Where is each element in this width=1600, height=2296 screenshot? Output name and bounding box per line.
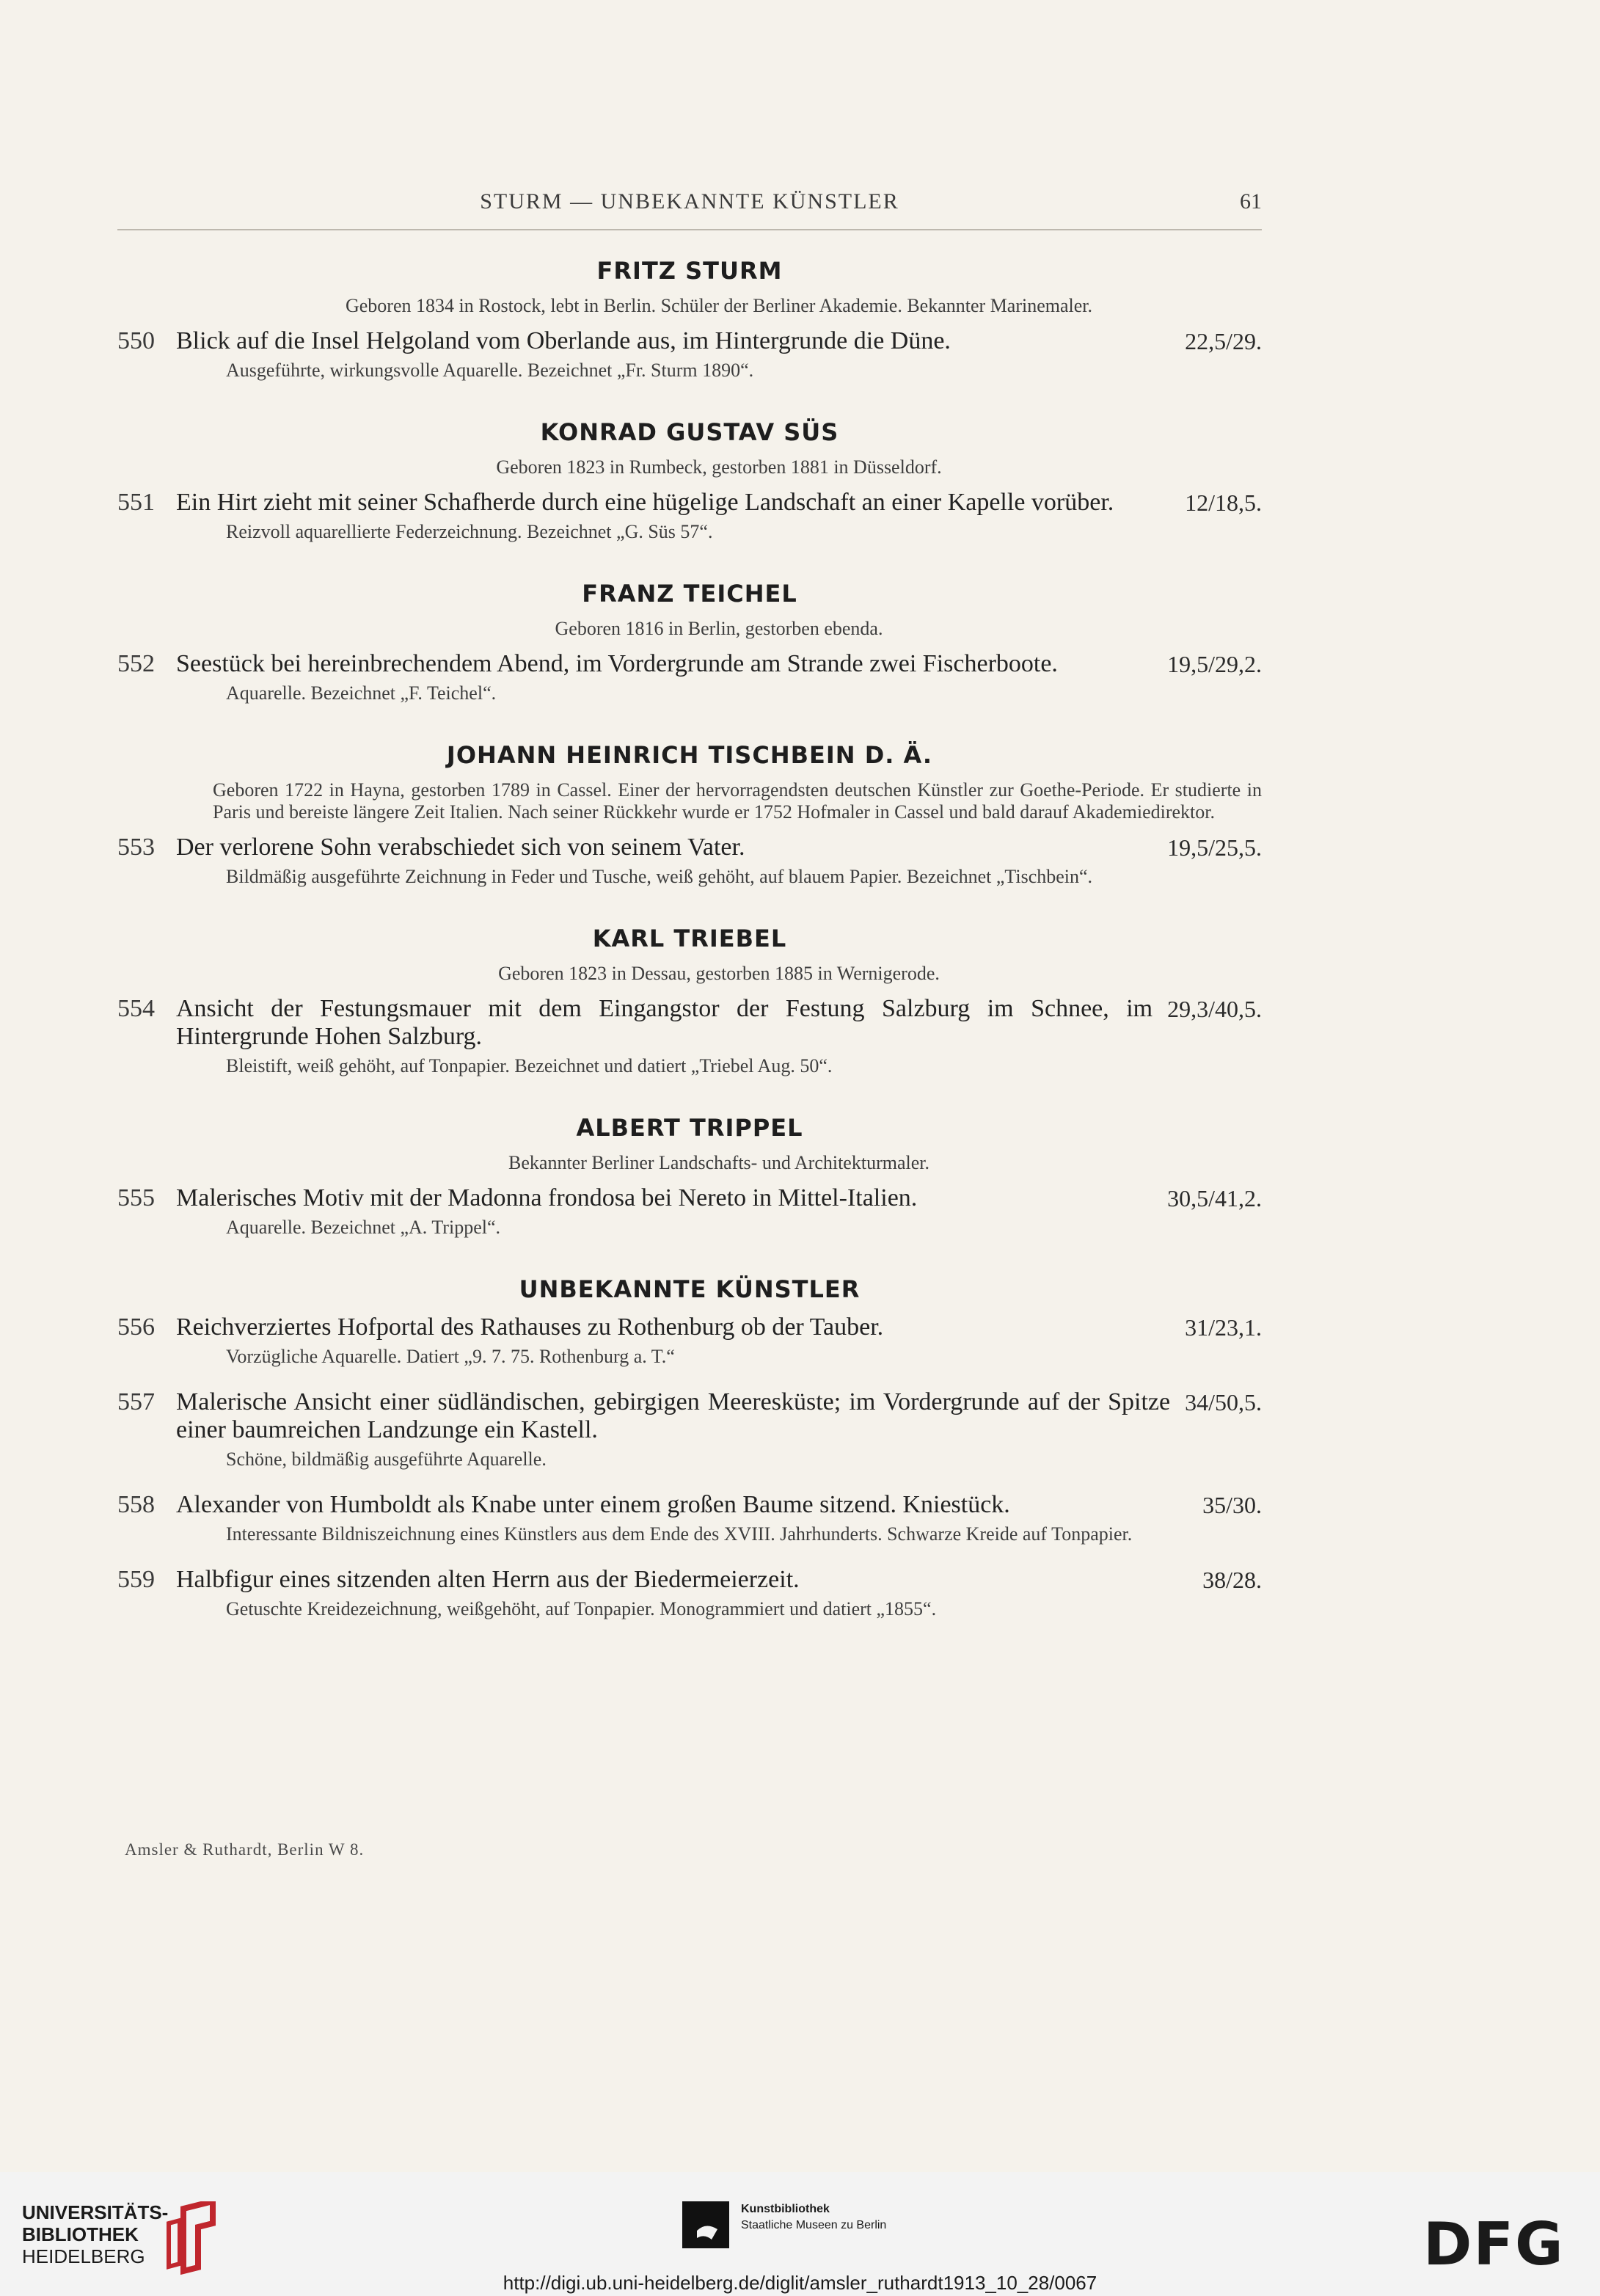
artist-biography: Bekannter Berliner Landschafts- und Architekturmaler.: [508, 1152, 929, 1173]
lot-title-line: [176, 995, 1262, 1051]
kunstbibliothek-wordmark: Kunstbibliothek Staatliche Museen zu Berlin: [741, 2203, 887, 2231]
kunstbibliothek-logo[interactable]: [682, 2201, 887, 2252]
artist-name: FRITZ STURM: [596, 257, 783, 285]
lot-title-line: [176, 834, 1262, 861]
dfg-logo[interactable]: DFG: [1423, 2210, 1565, 2278]
artist-name: ALBERT TRIPPEL: [576, 1114, 803, 1142]
lot-number: 551: [117, 489, 155, 516]
lot-number: 558: [117, 1491, 155, 1518]
running-head: [117, 189, 1262, 219]
artist-section: [117, 1275, 1262, 1620]
artist-section: [117, 925, 1262, 1077]
catalogue-content: [117, 257, 1262, 1657]
lot-title-line: [176, 1184, 1262, 1212]
page-number: 61: [1240, 189, 1262, 214]
header-rule: [117, 229, 1262, 230]
lot-description: Schöne, bildmäßig ausgeführte Aquarelle.: [226, 1448, 547, 1470]
lot-title: Malerische Ansicht einer südländischen, gebirgigen Meeresküste; im Vordergrunde auf der Spitze einer baumreichen Landzunge ein Kastell.: [176, 1388, 1171, 1443]
lot-dimensions: 31/23,1.: [1185, 1314, 1262, 1341]
lot-number: 552: [117, 650, 155, 677]
lot-dimensions: 38/28.: [1202, 1567, 1262, 1593]
lot-title: Halbfigur eines sitzenden alten Herrn aus der Biedermeierzeit.: [176, 1566, 800, 1593]
lot-title-line: [176, 489, 1262, 517]
artist-biography: Geboren 1816 in Berlin, gestorben ebenda.: [555, 618, 883, 639]
lot-dimensions: 35/30.: [1202, 1492, 1262, 1518]
lot-dimensions: 19,5/29,2.: [1167, 651, 1262, 677]
lot-title: Alexander von Humboldt als Knabe unter einem großen Baume sitzend. Kniestück.: [176, 1491, 1010, 1518]
catalogue-entry: [117, 1184, 1262, 1239]
kunstbibliothek-emblem-icon: [682, 2201, 729, 2248]
lot-description: Vorzügliche Aquarelle. Datiert „9. 7. 75. Rothenburg a. T.“: [226, 1346, 675, 1367]
lot-number: 553: [117, 834, 155, 861]
artist-name: KARL TRIEBEL: [592, 925, 787, 952]
artist-biography: Geboren 1823 in Rumbeck, gestorben 1881 in Düsseldorf.: [496, 456, 942, 478]
catalogue-entry: [117, 327, 1262, 382]
lot-title: Malerisches Motiv mit der Madonna frondosa bei Nereto in Mittel-Italien.: [176, 1184, 918, 1211]
lot-description: Bleistift, weiß gehöht, auf Tonpapier. Bezeichnet und datiert „Triebel Aug. 50“.: [226, 1055, 833, 1076]
lot-description: Getuschte Kreidezeichnung, weißgehöht, auf Tonpapier. Monogrammiert und datiert „1855“.: [226, 1598, 937, 1619]
catalogue-entry: [117, 1566, 1262, 1620]
artist-biography: Geboren 1722 in Hayna, gestorben 1789 in Cassel. Einer der hervorragendsten deutschen Künstler zur Goethe-Periode. Er studierte in Paris und bereiste längere Zeit Italien. Nach seiner Rückkehr wurde er 1752 Hofmaler in Cassel und bald darauf Akademiedirektor.: [213, 779, 1262, 823]
university-library-wordmark: UNIVERSITÄTS- BIBLIOTHEK HEIDELBERG: [22, 2201, 169, 2267]
lot-number: 550: [117, 327, 155, 354]
artist-name: UNBEKANNTE KÜNSTLER: [519, 1275, 861, 1303]
lot-title: Der verlorene Sohn verabschiedet sich von seinem Vater.: [176, 834, 745, 861]
lot-description: Aquarelle. Bezeichnet „A. Trippel“.: [226, 1217, 500, 1238]
lot-dimensions: 30,5/41,2.: [1167, 1185, 1262, 1211]
lot-description: Ausgeführte, wirkungsvolle Aquarelle. Bezeichnet „Fr. Sturm 1890“.: [226, 360, 754, 381]
lot-title-line: [176, 327, 1262, 355]
catalogue-entry: [117, 1313, 1262, 1368]
catalogue-entry: [117, 995, 1262, 1077]
lot-title-line: [176, 1491, 1262, 1519]
lot-dimensions: 19,5/25,5.: [1167, 834, 1262, 861]
lot-dimensions: 34/50,5.: [1185, 1389, 1262, 1415]
university-library-emblem-icon: [161, 2201, 227, 2275]
lot-title: Ein Hirt zieht mit seiner Schafherde durch eine hügelige Landschaft an einer Kapelle vorüber.: [176, 489, 1114, 516]
catalogue-entry: [117, 1491, 1262, 1545]
lot-description: Interessante Bildniszeichnung eines Künstlers aus dem Ende des XVIII. Jahrhunderts. Schwarze Kreide auf Tonpapier.: [226, 1523, 1133, 1545]
artist-section: [117, 418, 1262, 543]
lot-title-line: [176, 650, 1262, 678]
lot-title: Reichverziertes Hofportal des Rathauses zu Rothenburg ob der Tauber.: [176, 1313, 884, 1341]
lot-number: 554: [117, 995, 155, 1022]
lot-title-line: [176, 1388, 1262, 1444]
artist-name: JOHANN HEINRICH TISCHBEIN D. Ä.: [446, 741, 933, 769]
lot-title-line: [176, 1313, 1262, 1341]
lot-description: Reizvoll aquarellierte Federzeichnung. Bezeichnet „G. Süs 57“.: [226, 521, 713, 542]
artist-name: FRANZ TEICHEL: [582, 580, 797, 608]
lot-title: Blick auf die Insel Helgoland vom Oberlande aus, im Hintergrunde die Düne.: [176, 327, 951, 354]
artist-biography: Geboren 1823 in Dessau, gestorben 1885 in Wernigerode.: [498, 963, 940, 984]
university-library-logo[interactable]: [22, 2201, 168, 2267]
lot-number: 556: [117, 1313, 155, 1341]
lot-dimensions: 29,3/40,5.: [1167, 996, 1262, 1022]
lot-description: Aquarelle. Bezeichnet „F. Teichel“.: [226, 682, 497, 704]
printer-imprint: Amsler & Ruthardt, Berlin W 8.: [125, 1840, 365, 1859]
artist-name: KONRAD GUSTAV SÜS: [540, 418, 839, 446]
lot-title: Ansicht der Festungsmauer mit dem Eingangstor der Festung Salzburg im Schnee, im Hintergrunde Hohen Salzburg.: [176, 995, 1153, 1050]
artist-section: [117, 257, 1262, 382]
artist-section: [117, 1114, 1262, 1239]
catalogue-entry: [117, 489, 1262, 543]
lot-dimensions: 12/18,5.: [1185, 489, 1262, 516]
lot-number: 559: [117, 1566, 155, 1593]
lot-number: 555: [117, 1184, 155, 1211]
lot-title: Seestück bei hereinbrechendem Abend, im Vordergrunde am Strande zwei Fischerboote.: [176, 650, 1058, 677]
catalogue-entry: [117, 834, 1262, 888]
lot-number: 557: [117, 1388, 155, 1415]
artist-section: [117, 580, 1262, 704]
lot-description: Bildmäßig ausgeführte Zeichnung in Feder und Tusche, weiß gehöht, auf blauem Papier. Bezeichnet „Tischbein“.: [226, 866, 1093, 887]
artist-section: [117, 741, 1262, 888]
lot-dimensions: 22,5/29.: [1185, 328, 1262, 354]
catalogue-entry: [117, 650, 1262, 704]
lot-title-line: [176, 1566, 1262, 1594]
artist-biography: Geboren 1834 in Rostock, lebt in Berlin. Schüler der Berliner Akademie. Bekannter Marinemaler.: [345, 295, 1093, 316]
permalink-url[interactable]: http://digi.ub.uni-heidelberg.de/diglit/amsler_ruthardt1913_10_28/0067: [503, 2272, 1097, 2294]
catalogue-entry: [117, 1388, 1262, 1470]
viewer-footer: [0, 2172, 1600, 2296]
running-title: STURM — UNBEKANNTE KÜNSTLER: [480, 189, 899, 214]
